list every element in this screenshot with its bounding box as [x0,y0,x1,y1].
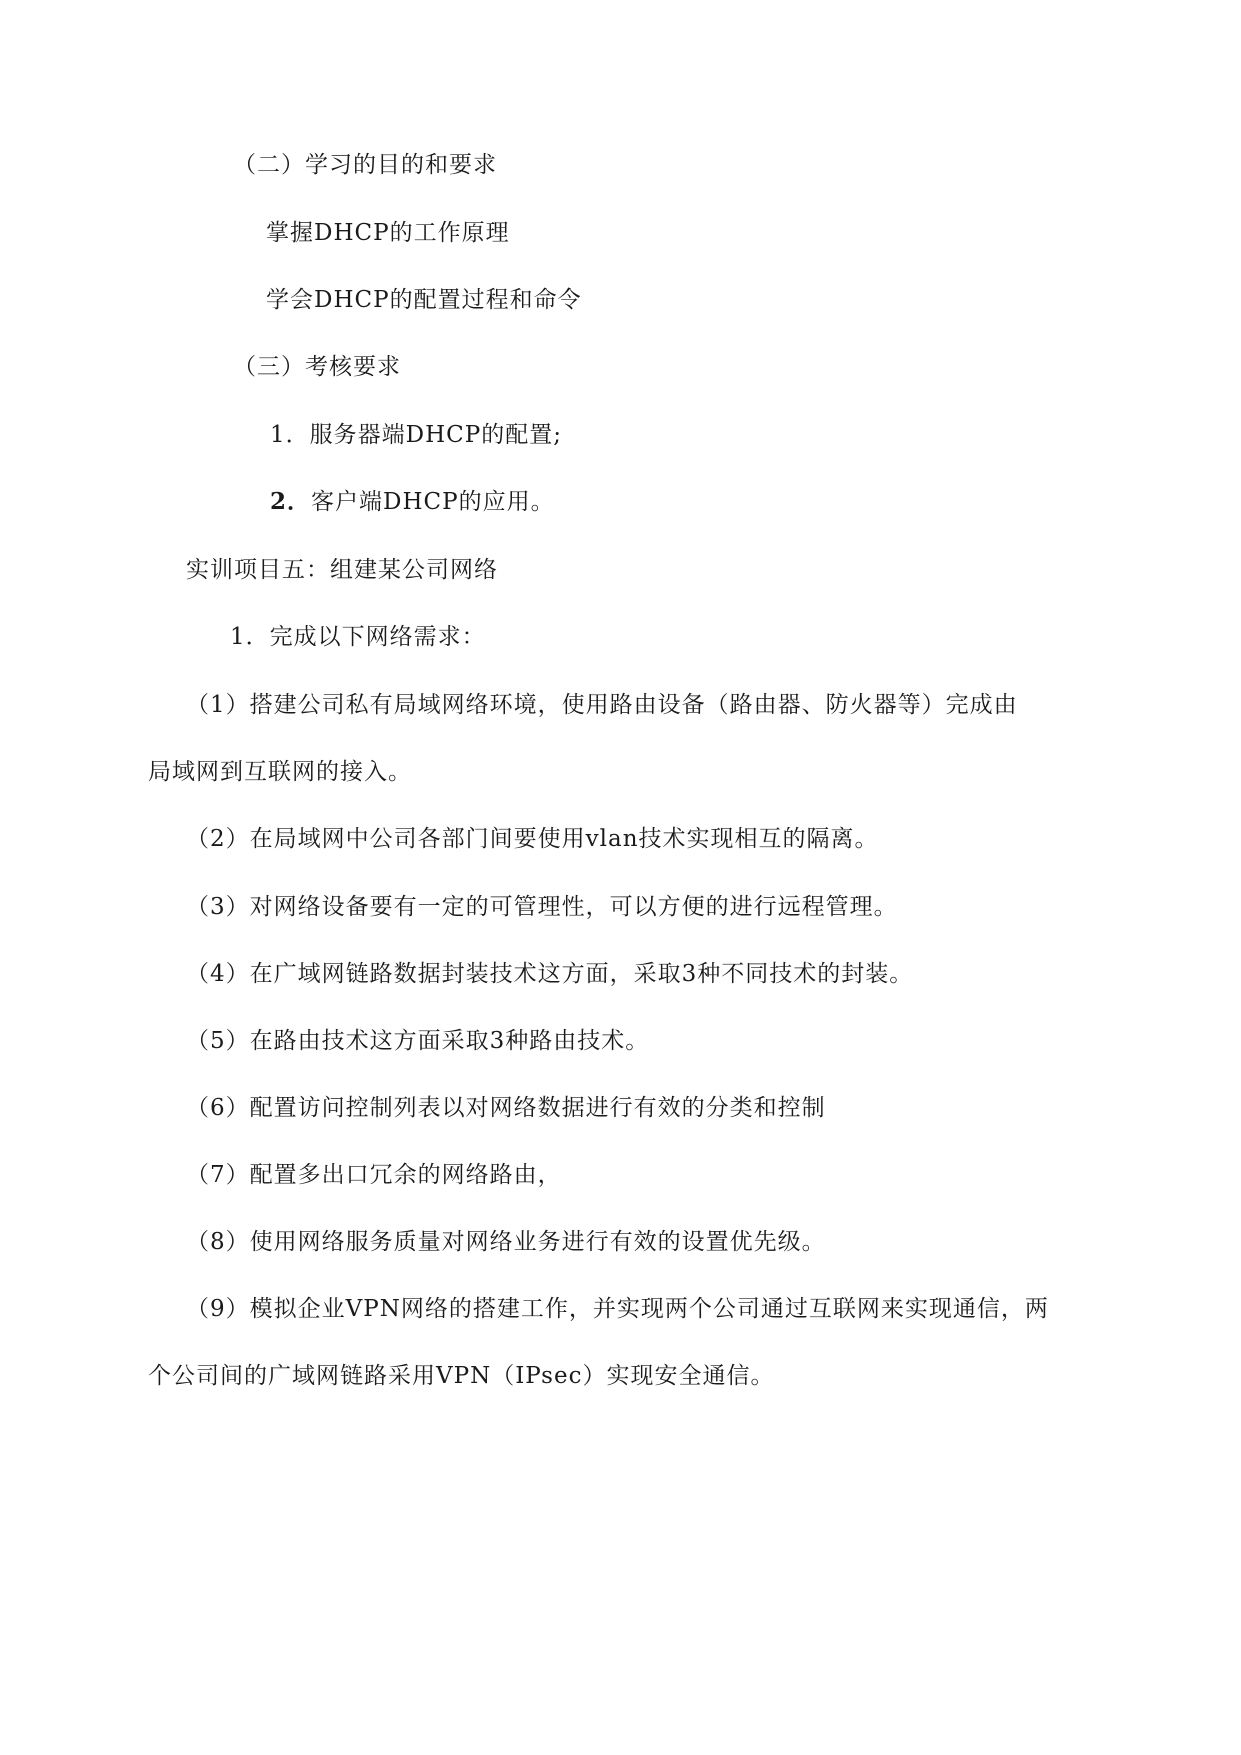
project-title: 实训项目五：组建某公司网络 [186,557,498,583]
requirement-2: （2）在局域网中公司各部门间要使用vlan技术实现相互的隔离。 [186,826,879,852]
requirement-5: （5）在路由技术这方面采取3种路由技术。 [186,1028,650,1054]
section-heading-goals: （二）学习的目的和要求 [233,152,497,178]
assessment-item-1 [270,420,562,450]
assessment-item-2-text: 客户端DHCP的应用。 [311,489,555,515]
assessment-item-1-number: 1． [270,422,310,448]
project-subheading: 1．完成以下网络需求： [230,624,486,650]
assessment-item-1-text: 服务器端DHCP的配置; [309,422,562,448]
requirement-4: （4）在广域网链路数据封装技术这方面，采取3种不同技术的封装。 [186,961,914,987]
requirement-7: （7）配置多出口冗余的网络路由， [186,1162,562,1188]
requirement-8: （8）使用网络服务质量对网络业务进行有效的设置优先级。 [186,1229,826,1255]
requirement-1-line-1: （1）搭建公司私有局域网络环境，使用路由设备（路由器、防火器等）完成由 [186,692,1018,718]
requirement-9-line-1: （9）模拟企业VPN网络的搭建工作，并实现两个公司通过互联网来实现通信，两 [186,1296,1049,1322]
assessment-item-2 [270,487,555,517]
requirement-1-line-2: 局域网到互联网的接入。 [148,759,412,785]
goal-item-1: 掌握DHCP的工作原理 [266,220,510,246]
requirement-9-line-2: 个公司间的广域网链路采用VPN（IPsec）实现安全通信。 [148,1363,775,1389]
requirement-3: （3）对网络设备要有一定的可管理性，可以方便的进行远程管理。 [186,894,898,920]
requirement-6: （6）配置访问控制列表以对网络数据进行有效的分类和控制 [186,1095,826,1121]
section-heading-assessment: （三）考核要求 [233,354,401,380]
goal-item-2: 学会DHCP的配置过程和命令 [266,287,582,313]
assessment-item-2-number: 2． [270,488,312,515]
